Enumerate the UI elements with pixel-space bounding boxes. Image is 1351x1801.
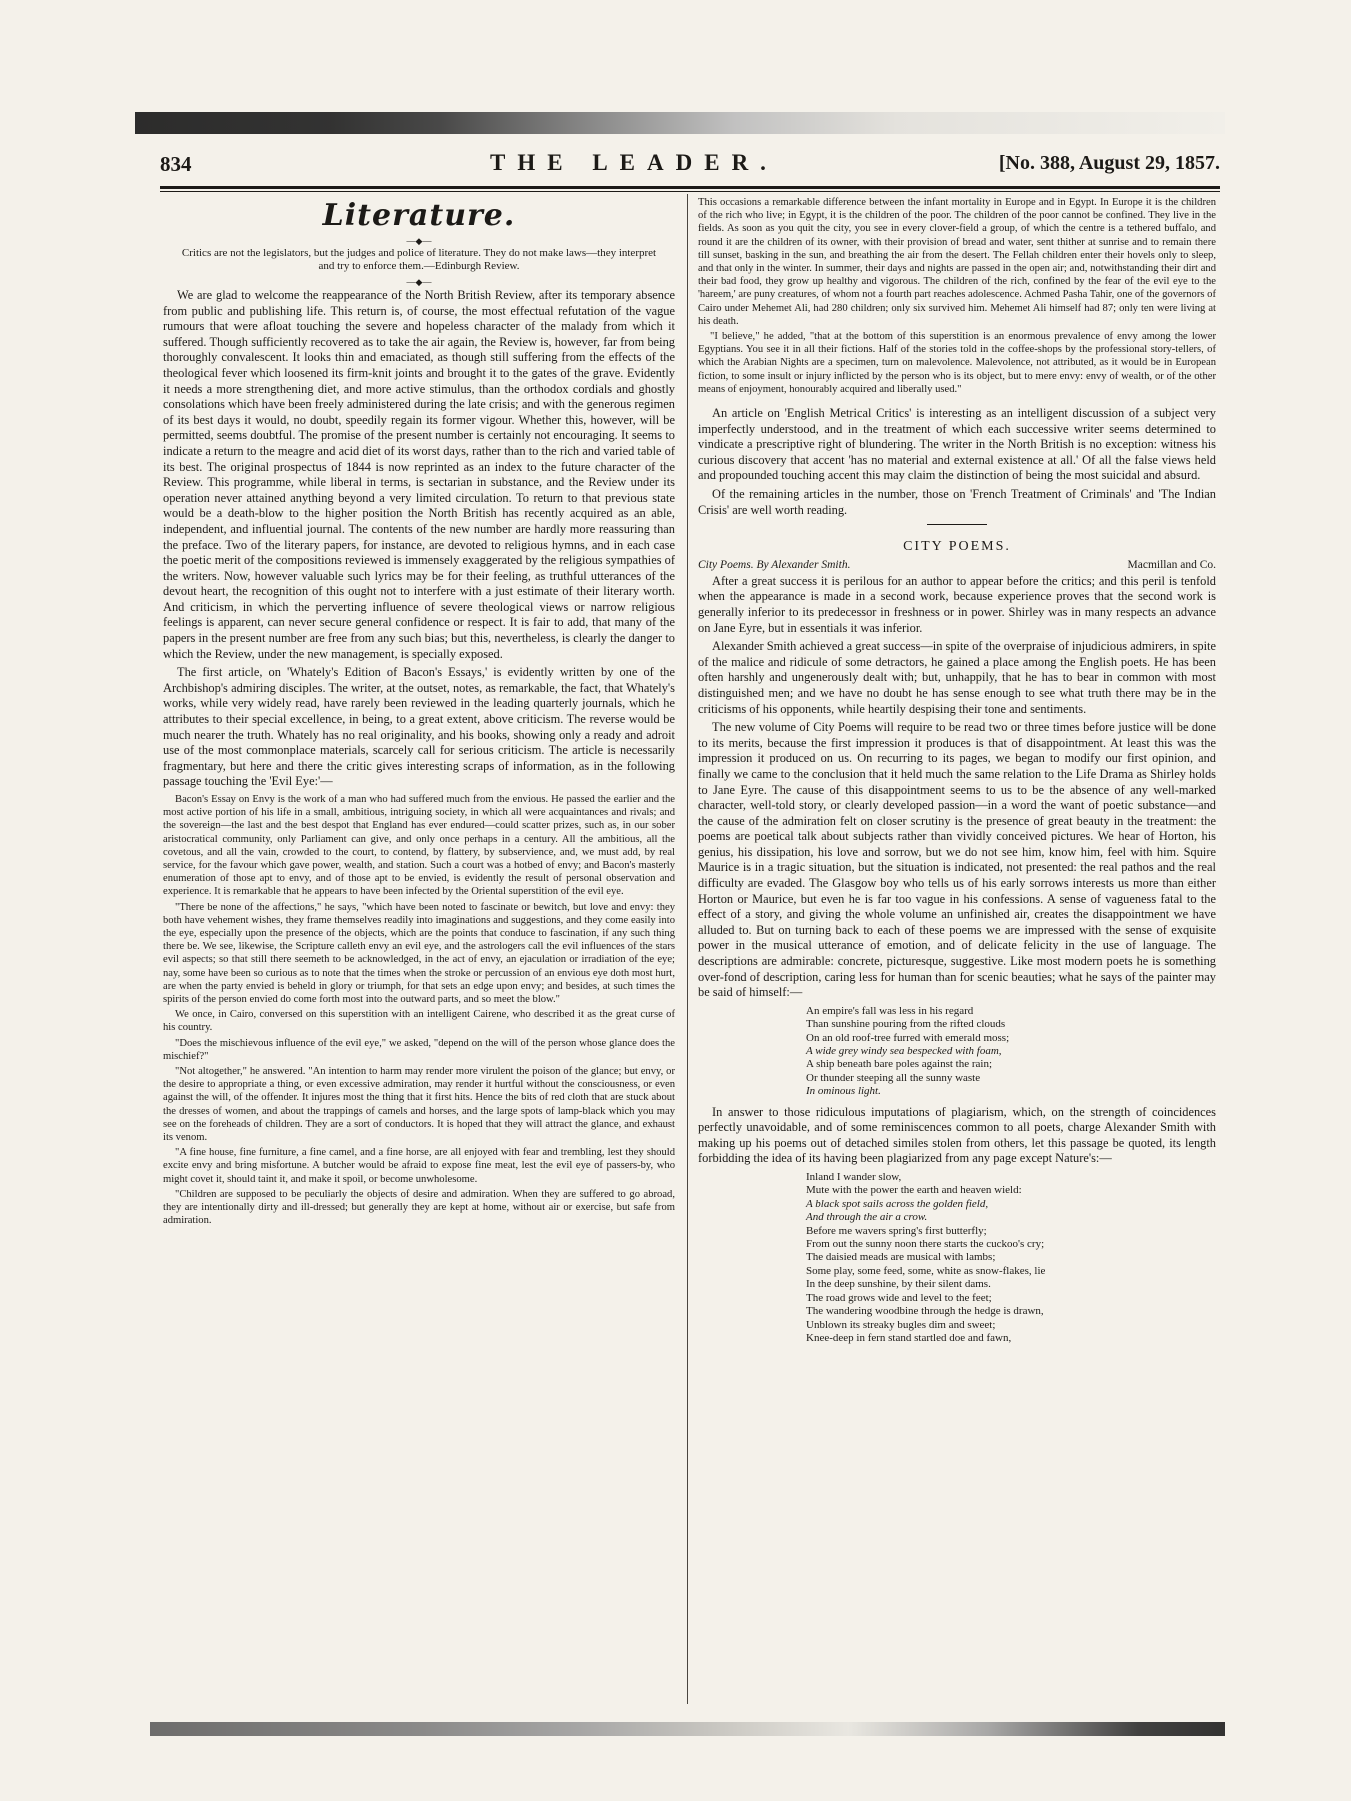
verse-line: A wide grey windy sea bespecked with foam, — [806, 1045, 1002, 1058]
verse-line: A black spot sails across the golden field, — [806, 1197, 989, 1210]
review-publisher: Macmillan and Co. — [1127, 558, 1216, 571]
epigraph: Critics are not the legislators, but the judges and police of literature. They do not make laws—they interpret and try to enforce them.—Edinburgh Review. — [181, 247, 657, 272]
verse-line: In ominous light. — [806, 1085, 881, 1098]
block-quote-continued — [698, 196, 1216, 396]
body-paragraph: Of the remaining articles in the number, those on 'French Treatment of Criminals' and 'The Indian Crisis' are well worth reading. — [698, 487, 1216, 517]
verse-line: Knee-deep in fern stand startled doe and fawn, — [806, 1331, 1012, 1344]
review-book: City Poems. By Alexander Smith. — [698, 558, 851, 571]
verse-line: The daisied meads are musical with lambs; — [806, 1251, 996, 1264]
body-paragraph: The first article, on 'Whately's Edition of Bacon's Essays,' is evidently written by one of the Archbishop's admiring disciples. The writer, at the outset, notes, as remarkable, the fact, that Whately's works, while very widely read, have rarely been reviewed in the leading quarterly journals, which he attributes to their special excellence, in being, to a great extent, above criticism. The reverse would be much nearer the truth. Whately has no real originality, and his books, showing only a ready and adroit use of the most commonplace materials, scarcely call for serious criticism. The article is necessarily fragmentary, but here and there the critic gives interesting scraps of information, as in the following passage touching the 'Evil Eye:'— — [163, 665, 675, 789]
review-heading: CITY POEMS. — [903, 539, 1011, 555]
verse-line: On an old roof-tree furred with emerald moss; — [806, 1031, 1010, 1044]
verse-line: Some play, some feed, some, white as snow-flakes, lie — [806, 1264, 1046, 1277]
verse-quote-1 — [806, 1005, 1216, 1099]
verse-line: Before me wavers spring's first butterfly; — [806, 1224, 987, 1237]
body-paragraph: We are glad to welcome the reappearance of the North British Review, after its temporary absence from public and publishing life. This return is, of course, the most effectual refutation of the vague rumours that were afloat touching the severe and hopeless character of the malady from which it suffered. Though sufficiently recovered as to take the air again, the Review is, however, far from being thoroughly convalescent. It looks thin and emaciated, as though still suffering from the effects of the theological fever which loosened its firm-knit joints and brought it to the gates of the grave. Evidently it needs a more strengthening diet, and more active stimulus, than the orthodox cordials and ghostly consolations which have been freely administered during the late crisis; and with the generous regimen of its best days it would, no doubt, speedily regain its former vigour. Whether this, however, will be permitted, seems doubtful. The promise of the present number is certainly not encouraging. It seems to indicate a return to the meagre and acid diet of its worst days, rather than to the rich and varied table of its best. The original prospectus of 1844 is now reprinted as an index to the future character of the Review. This programme, while liberal in terms, is sectarian in substance, and the Review under its operation never attained anything beyond a very limited circulation. To return to that previous state would be a death-blow to the higher position the North British has recently acquired as an able, independent, and influential journal. The contents of the new number are hardly more reassuring than the preface. Two of the literary papers, for instance, are devoted to religious hymns, and in each case the poetic merit of the compositions reviewed is immensely exaggerated by the religious sympathies of the writers. Now, however valuable such lyrics may be for their feeling, as truthful utterances of the devout heart, the recognition of this ought not to interfere with a just estimate of their literary worth. And criticism, in which the perverting influence of severe theological views or narrow religious feelings is apparent, can never secure general confidence or respect. It is fair to add, that many of the papers in the present number are free from any such bias; but this, nevertheless, is clearly the danger to which the Review, under the new management, is specially exposed. — [163, 288, 675, 661]
issue-date: [No. 388, August 29, 1857. — [998, 152, 1220, 174]
review-paragraph: After a great success it is perilous for an author to appear before the critics; and this peril is tenfold when the appearance is made in a second work, because experience proves that the second work is generally inferior to its predecessor in freshness or in power. Shirley was in many respects an advance on Jane Eyre, but in essentials it was inferior. — [698, 573, 1216, 635]
section-heading: Literature. — [322, 198, 516, 233]
review-meta — [698, 558, 1216, 572]
quote-paragraph: "Children are supposed to be peculiarly the objects of desire and admiration. When they are suffered to go abroad, they are intentionally dirty and ill-dressed; but generally they are kept at home, without air or exercise, but safe from admiration. — [163, 1188, 675, 1227]
quote-paragraph: "There be none of the affections," he says, "which have been noted to fascinate or bewitch, but love and envy: they both have vehement wishes, they frame themselves readily into imaginations and suggestions, and they come easily into the eye, especially upon the presence of the objects, which are the points that conduce to fascination, if any such thing there be. We see, likewise, the Scripture calleth envy an evil eye, and the astrologers call the evil influences of the stars evil aspects; so that still there seemeth to be acknowledged, in the act of envy, an ejaculation or irradiation of the eye; nay, some have been so curious as to note that the times when the stroke or percussion of an envious eye doth most hurt, are when the party envied is beheld in glory or triumph, for that sets an edge upon envy; and besides, at such times the spirits of the person envied do come forth most into the outward parts, and so meet the blow." — [163, 901, 675, 1006]
review-paragraph: Alexander Smith achieved a great success—in spite of the overpraise of injudicious admirers, in spite of the malice and ridicule of some detractors, he gained a place among the English poets. He has been often harshly and ungenerously dealt with; but, unhappily, that he has to bear in common with most distinguished men; and we have no doubt he has sense enough to see what truth there may be in the criticisms of his opponents, while heartily despising their tone and sentiments. — [698, 639, 1216, 716]
scan-edge-top — [135, 112, 1225, 134]
scan-edge-bottom — [150, 1722, 1225, 1736]
review-paragraph: The new volume of City Poems will require to be read two or three times before justice will be done to its merits, because the first impression it produces is that of disappointment. At least this was the impression it produced on us. On recurring to its pages, we began to modify our first opinion, and finally we came to the conclusion that it held much the same relation to the Life Drama as Shirley holds to Jane Eyre. The cause of this disappointment seems to us to be the absence of any well-marked character, well-told story, or clearly developed passion—in a word the want of poetic substance—and the cause of the admiration felt on closer scrutiny is the presence of great beauty in the treatment: the poems are poetical talk about subjects rather than vividly conceived pictures. We hear of Horton, his genius, his dissipation, his love and sorrow, but we do not see him, know him, feel with him. Squire Maurice is in a tragic situation, but the situation is indicated, not presented: the real pathos and the real difficulty are evaded. The Glasgow boy who tells us of his early sorrows interests us more than either Horton or Maurice, but even he is far too vague in his confessions. A sense of vagueness fatal to the effect of a story, and giving the whole volume an unfinished air, creates the disappointment we have alluded to. But on turning back to each of these poems we are impressed with the sense of exquisite power in the musical utterance of emotion, and of delicate felicity in the use of language. The descriptions are admirable: concrete, picturesque, suggestive. Like most modern poets he is something over-fond of description, caring less for human than for scenic beauties; what he says of the painter may be said of himself:— — [698, 720, 1216, 1000]
ornament-divider: —◆— — [406, 277, 432, 287]
newspaper-title: THE LEADER. — [490, 150, 778, 175]
quote-paragraph: "A fine house, fine furniture, a fine camel, and a fine horse, are all enjoyed with fear and trembling, lest they should excite envy and bring misfortune. A butcher would be afraid to expose fine meat, lest the evil eye of passers-by, who might covet it, should taint it, and make it spoil, or become unwholesome. — [163, 1147, 675, 1185]
column-divider — [687, 194, 688, 1704]
quote-paragraph: Bacon's Essay on Envy is the work of a man who had suffered much from the envious. He passed the earlier and the most active portion of his life in a small, ambitious, intriguing society, in which all were acquaintances and rivals; and the sovereign—the last and the best despot that England has ever endured—could scatter prizes, such as, in our sober aristocratical community, only Parliament can give, and only once perhaps in a century. All the ambitious, all the covetous, and all the vain, crowded to the court, to contend, by flattery, by subservience, and, we must add, by real service, for the favour which gave power, wealth, and station. Such a court was a hotbed of envy; and Bacon's masterly enumeration of those apt to envy, and of those apt to be envied, is evidently the result of personal observation and experience. It is remarkable that he appears to have been infected by the Oriental superstition of the evil eye. — [163, 794, 675, 898]
review-paragraph: In answer to those ridiculous imputations of plagiarism, which, on the strength of coincidences perfectly unavoidable, and of some reminiscences common to all poets, charge Alexander Smith with making up his poems out of detached similes stolen from others, let this passage be quoted, its length forbidding the idea of its having been plagiarized from any page except Nature's:— — [698, 1104, 1216, 1166]
masthead — [160, 148, 1220, 182]
quote-paragraph: "Does the mischievous influence of the evil eye," we asked, "depend on the will of the person whose glance does the mischief?" — [163, 1037, 675, 1062]
verse-line: The wandering woodbine through the hedge is drawn, — [806, 1305, 1044, 1318]
masthead-rule — [160, 186, 1220, 189]
page-number: 834 — [160, 152, 192, 176]
block-quote — [163, 793, 675, 1228]
verse-line: From out the sunny noon there starts the cuckoo's cry; — [806, 1238, 1045, 1251]
quote-paragraph: "I believe," he added, "that at the bottom of this superstition is an enormous prevalence of envy among the lower Egyptians. You see it in all their fictions. Half of the stories told in the coffee-shops by the professional story-tellers, of which the Arabian Nights are a specimen, turn on malevolence. Malevolence, not attributed, as it would be in European fiction, to some insult or injury inflicted by the person who is its object, but to mere envy: envy of wealth, or of the other means of enjoyment, honourably acquired and liberally used." — [698, 331, 1216, 395]
verse-line: And through the air a crow. — [806, 1211, 928, 1224]
ornament-divider: —◆— — [406, 236, 432, 246]
verse-line: Than sunshine pouring from the rifted clouds — [806, 1018, 1006, 1031]
verse-line: In the deep sunshine, by their silent dams. — [806, 1278, 991, 1291]
right-column — [698, 196, 1216, 1351]
left-column — [163, 196, 675, 1230]
verse-quote-2 — [806, 1171, 1216, 1345]
verse-line: An empire's fall was less in his regard — [806, 1004, 974, 1017]
verse-line: The road grows wide and level to the feet; — [806, 1291, 992, 1304]
section-rule — [927, 524, 987, 525]
verse-line: A ship beneath bare poles against the rain; — [806, 1058, 993, 1071]
verse-line: Unblown its streaky bugles dim and sweet; — [806, 1318, 996, 1331]
body-paragraph: An article on 'English Metrical Critics' is interesting as an intelligent discussion of a subject very imperfectly understood, and in the treatment of which each successive writer seems determined to vindicate a prescriptive right of blundering. The writer in the North British is no exception: witness his curious discovery that accent 'has no material and external existence at all.' Of all the false views held and propounded touching accent this may claim the distinction of being the most suicidal and absurd. — [698, 406, 1216, 483]
verse-line: Mute with the power the earth and heaven wield: — [806, 1184, 1022, 1197]
quote-paragraph: This occasions a remarkable difference between the infant mortality in Europe and in Egypt. In Europe it is the children of the rich who live; in Egypt, it is the children of the poor. The children of the poor cannot be confined. They live in the fields. As soon as you quit the city, you see in every clover-field a group, of which the centre is a tethered buffalo, and round it are the children of its owner, with their provision of bread and water, sent thither at sunrise and to remain there till sunset, basking in the sun, and breathing the air from the desert. The Fellah children enter their hovels only to sleep, and that only in the winter. In summer, their days and nights are passed in the open air; and, notwithstanding their dirt and their bad food, they grow up healthy and vigorous. The children of the rich, confined by the fear of the evil eye to the 'hareem,' are puny creatures, of whom not a fourth part reaches adolescence. Achmed Pasha Tahir, one of the governors of Cairo under Mehemet Ali, had 280 children; only six survived him. Mehemet Ali himself had 87; only ten were living at his death. — [698, 197, 1216, 327]
masthead-rule-thin — [160, 191, 1220, 192]
quote-paragraph: We once, in Cairo, conversed on this superstition with an intelligent Cairene, who described it as the great curse of his country. — [163, 1009, 675, 1034]
verse-line: Inland I wander slow, — [806, 1171, 902, 1184]
verse-line: Or thunder steeping all the sunny waste — [806, 1071, 981, 1084]
quote-paragraph: "Not altogether," he answered. "An intention to harm may render more virulent the poison of the glance; but envy, or the desire to appropriate a thing, or even excessive admiration, may render it hurtful without the consciousness, or even against the will, of the offender. It injures most the thing that it first hits. Hence the bits of red cloth that are stuck about the dresses of women, and about the trappings of camels and horses, and the large spots of lamp-black which you may see on the foreheads of children. They are a sort of conductors. It is hoped that they will attract the glance, and exhaust its venom. — [163, 1066, 675, 1144]
